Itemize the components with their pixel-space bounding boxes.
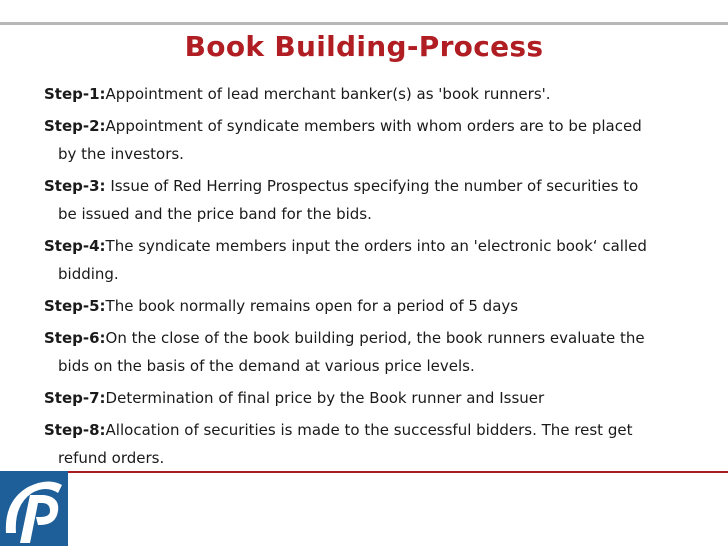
step-2 — [44, 112, 704, 168]
step-label: Step-7: — [44, 389, 106, 407]
step-text-continued: bidding. — [58, 265, 119, 283]
page-title: Book Building-Process — [184, 30, 544, 63]
step-1 — [44, 80, 704, 108]
step-text-continued: be issued and the price band for the bids. — [58, 205, 372, 223]
p-logo-icon — [0, 471, 68, 546]
step-text-continued: refund orders. — [58, 449, 165, 467]
step-5 — [44, 292, 704, 320]
step-text: Issue of Red Herring Prospectus specifying the number of securities to — [105, 177, 639, 195]
step-text: Appointment of lead merchant banker(s) as 'book runners'. — [105, 85, 551, 103]
step-label: Step-4: — [44, 237, 106, 255]
step-label: Step-5: — [44, 297, 106, 315]
step-3 — [44, 172, 704, 228]
step-label: Step-8: — [44, 421, 106, 439]
step-7 — [44, 384, 704, 412]
steps-list — [44, 80, 704, 476]
step-label: Step-2: — [44, 117, 106, 135]
top-rule — [0, 22, 728, 25]
step-text-continued: by the investors. — [58, 145, 184, 163]
step-label: Step-6: — [44, 329, 106, 347]
step-text: Determination of final price by the Book runner and Issuer — [105, 389, 545, 407]
step-text: The book normally remains open for a period of 5 days — [105, 297, 519, 315]
step-6 — [44, 324, 704, 380]
step-text: The syndicate members input the orders into an 'electronic book‘ called — [105, 237, 647, 255]
step-8 — [44, 416, 704, 472]
step-label: Step-3: — [44, 177, 106, 195]
step-text-continued: bids on the basis of the demand at various price levels. — [58, 357, 475, 375]
step-4 — [44, 232, 704, 288]
step-text: Appointment of syndicate members with whom orders are to be placed — [105, 117, 642, 135]
bottom-rule — [60, 471, 728, 473]
step-label: Step-1: — [44, 85, 106, 103]
step-text: Allocation of securities is made to the successful bidders. The rest get — [105, 421, 633, 439]
step-text: On the close of the book building period, the book runners evaluate the — [105, 329, 645, 347]
